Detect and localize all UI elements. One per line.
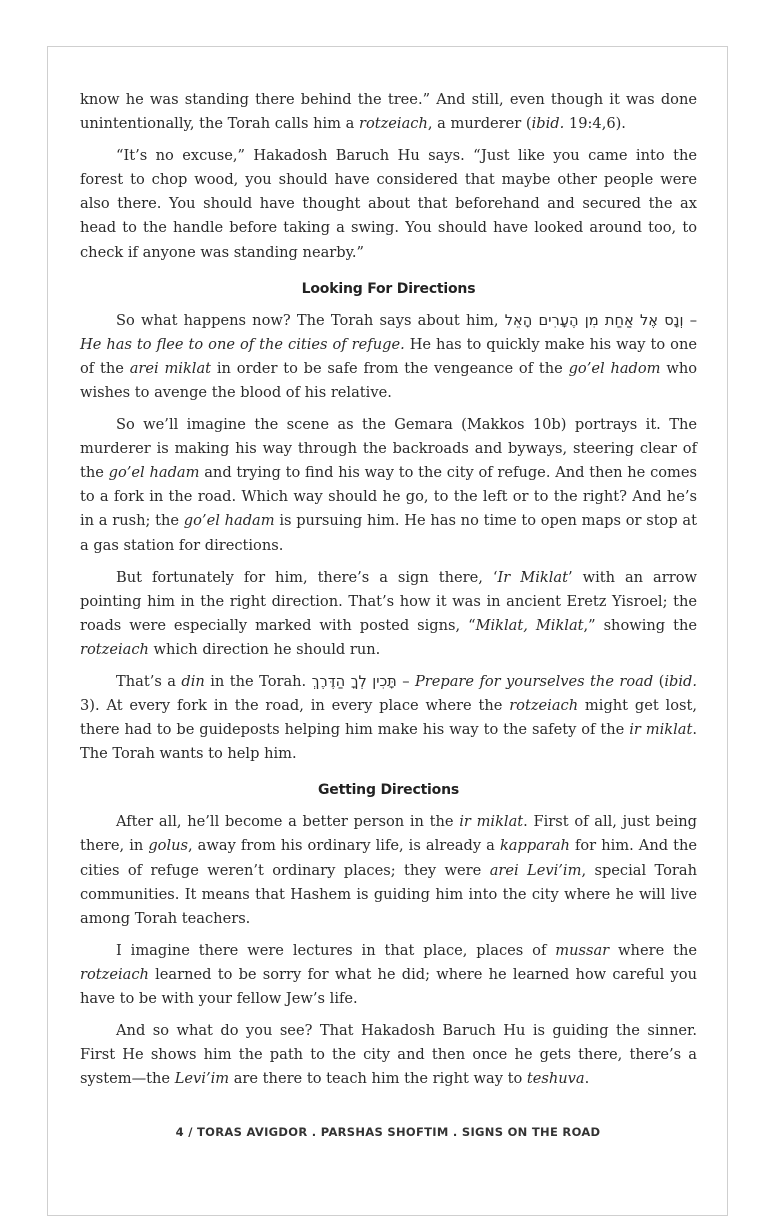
italic-term: Prepare for yourselves the road [414,672,654,690]
text-run: So what happens now? The Torah says about him, [116,311,505,329]
paragraph [80,670,697,766]
paragraph [80,144,697,264]
text-run: 19:4,6). [564,115,626,133]
text-run: ( [653,672,665,690]
text-run: ’ with an arrow pointing him in the right direction. That’s how it was in ancient Eretz Yisroel; the roads were especially marked with posted signs, “ [80,568,697,634]
italic-term: Ir Miklat [497,568,568,586]
text-run: in the Torah. [204,672,312,690]
hebrew-quote: תָּכִין לְךָ הַדֶּרֶךְ [311,672,397,690]
italic-term: rotzeiach [80,965,149,983]
italic-term: arei miklat [129,359,212,377]
text-run: – [396,672,415,690]
italic-term: golus [148,837,188,855]
text-run: That’s a [116,672,182,690]
text-run: But fortunately for him, there’s a sign there, ‘ [116,568,498,586]
text-run: ,” showing the [583,616,697,634]
section-heading: Looking For Directions [301,280,476,297]
text-run: I imagine there were lectures in that place, places of [116,941,556,959]
italic-term: go’el hadam [183,512,275,530]
page-footer: 4 / TORAS AVIGDOR . PARSHAS SHOFTIM . SIGNS ON THE ROAD [175,1125,601,1139]
text-run: in order to be safe from the vengeance of the [211,359,569,377]
paragraph [80,88,697,136]
text-run: . The Torah wants to help him. [80,721,697,763]
text-run: So we’ll imagine the scene as the Gemara (Makkos 10b) portrays it. The murderer is making his way through the backroads and byways, steering clear of the [80,416,697,482]
italic-term: go’el hadam [108,464,200,482]
section-heading: Getting Directions [318,782,459,799]
text-run: are there to teach him the right way to [229,1070,527,1088]
italic-term: ir miklat [459,813,524,831]
text-run: After all, he’ll become a better person in the [116,813,460,831]
italic-term: rotzeiach [358,115,428,133]
italic-term: rotzeiach [80,640,149,658]
text-run: . [584,1070,590,1088]
text-run: learned to be sorry for what he did; where he learned how careful you have to be with your fellow Jew’s life. [80,965,697,1007]
text-run: , away from his ordinary life, is already a [188,837,500,855]
text-run: He has to quickly make his way to one of the [80,335,697,377]
paragraph [80,939,697,1011]
italic-term: teshuva [526,1070,585,1088]
italic-term: arei Levi’im [489,861,582,879]
hebrew-quote: וְנָס אֶל אַחַת מִן הֶעָרִים הָאֵל [504,311,684,329]
text-run: – [683,311,698,329]
italic-term: He has to flee to one of the cities of refuge. [80,335,405,353]
text-run: who wishes to avenge the blood of his relative. [80,359,698,401]
article-body [80,88,697,1099]
text-run: where the [609,941,697,959]
text-run: is pursuing him. He has no time to open maps or stop at a gas station for directions. [80,512,697,554]
italic-term: rotzeiach [509,697,579,715]
text-run: know he was standing there behind the tree.” And still, even though it was done unintentionally, the Torah calls him a [80,91,697,133]
text-run: 3). At every fork in the road, in every place where the [80,697,510,715]
italic-term: ibid. [664,672,698,690]
italic-term: Miklat, Miklat [475,616,584,634]
italic-term: ibid. [531,115,565,133]
italic-term: ir miklat [629,721,693,739]
italic-term: Levi’im [174,1070,230,1088]
text-run: which direction he should run. [148,640,381,658]
paragraph [80,1019,697,1091]
paragraph [80,566,697,662]
text-run: “It’s no excuse,” Hakadosh Baruch Hu says. “Just like you came into the forest to chop wood, you should have considered that maybe other people were also there. You should have thought about that beforehand and secured the ax head to the handle before taking a swing. You should have looked around too, to check if anyone was standing nearby.” [80,147,697,261]
italic-term: kapparah [499,837,570,855]
paragraph [80,309,697,405]
text-run: , special Torah communities. It means that Hashem is guiding him into the city where he will live among Torah teachers. [80,861,697,927]
text-run: for him. And the cities of refuge weren’t ordinary places; they were [80,837,698,879]
italic-term: go’el hadom [568,359,661,377]
paragraph [80,810,697,930]
text-run: . First of all, just being there, in [80,813,697,855]
paragraph [80,413,697,558]
italic-term: mussar [555,941,610,959]
text-run: and trying to find his way to the city of refuge. And then he comes to a fork in the road. Which way should he go, to the left or to the right? And he’s in a rush; the [80,464,697,530]
text-run: might get lost, there had to be guideposts helping him make his way to the safety of the [80,697,697,739]
text-run: And so what do you see? That Hakadosh Baruch Hu is guiding the sinner. First He shows him the path to the city and then once he gets there, there’s a system—the [80,1022,697,1088]
italic-term: din [181,672,205,690]
text-run: , a murderer ( [427,115,532,133]
